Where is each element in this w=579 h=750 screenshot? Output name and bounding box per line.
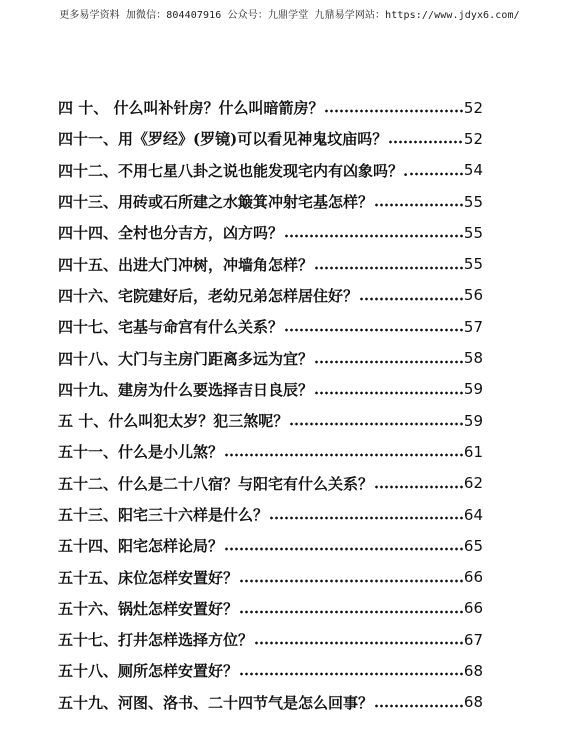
toc-entry <box>58 468 483 499</box>
toc-entry <box>58 624 483 655</box>
toc-entry-title: 五十六、锅灶怎样安置好？ <box>58 599 239 618</box>
toc-entry <box>58 342 483 373</box>
toc-dot-leader <box>314 351 463 366</box>
toc-entry <box>58 280 483 311</box>
toc-dot-leader <box>284 319 463 334</box>
toc-entry-title: 五十五、床位怎样安置好？ <box>58 568 239 587</box>
toc-dot-leader <box>324 100 462 115</box>
toc-page-number: 68 <box>463 661 483 680</box>
toc-page-number: 68 <box>463 693 483 712</box>
table-of-contents <box>58 92 483 718</box>
toc-dot-leader <box>388 131 463 146</box>
toc-page-number: 65 <box>463 536 483 555</box>
toc-entry-title: 五十九、河图、洛书、二十四节气是怎么回事？ <box>58 693 374 712</box>
toc-page-number: 67 <box>463 630 483 649</box>
toc-entry <box>58 155 483 186</box>
toc-entry-title: 五十一、什么是小儿煞？ <box>58 443 224 462</box>
toc-entry-title: 五十七、打井怎样选择方位？ <box>58 631 254 650</box>
toc-entry-title: 四十八、大门与主房门距离多远为宜？ <box>58 349 314 368</box>
toc-entry-title: 四十九、建房为什么要选择吉日良辰？ <box>58 380 314 399</box>
toc-entry <box>58 311 483 342</box>
toc-entry <box>58 217 483 248</box>
toc-page-number: 66 <box>463 599 483 618</box>
toc-page-number: 57 <box>463 317 483 336</box>
toc-entry-title: 五十四、阳宅怎样论局？ <box>58 537 224 556</box>
toc-entry <box>58 687 483 718</box>
toc-entry <box>58 499 483 530</box>
toc-page-number: 66 <box>463 568 483 587</box>
toc-dot-leader <box>254 632 463 647</box>
toc-dot-leader <box>224 538 463 553</box>
toc-page-number: 52 <box>463 98 483 117</box>
toc-dot-leader <box>239 663 463 678</box>
toc-dot-leader <box>284 225 463 240</box>
toc-page-number: 55 <box>463 192 483 211</box>
toc-entry-title: 四十七、宅基与命宫有什么关系？ <box>58 318 284 337</box>
toc-page-number: 59 <box>463 411 483 430</box>
toc-dot-leader <box>374 476 463 491</box>
toc-dot-leader <box>374 194 463 209</box>
toc-dot-leader <box>239 601 463 616</box>
toc-entry <box>58 186 483 217</box>
toc-entry-title: 四十四、全村也分吉方，凶方吗？ <box>58 224 284 243</box>
toc-entry <box>58 436 483 467</box>
toc-entry-title: 四十六、宅院建好后，老幼兄弟怎样居住好？ <box>58 286 359 305</box>
toc-entry <box>58 123 483 154</box>
toc-dot-leader <box>289 413 463 428</box>
toc-page-number: 61 <box>463 442 483 461</box>
toc-entry <box>58 561 483 592</box>
toc-page-number: 52 <box>463 129 483 148</box>
toc-entry <box>58 248 483 279</box>
toc-entry-title: 四十五、出进大门冲树，冲墙角怎样？ <box>58 255 314 274</box>
toc-entry-title: 五 十、什么叫犯太岁？犯三煞呢？ <box>58 412 289 431</box>
toc-entry-title: 四 十、 什么叫补针房？什么叫暗箭房？ <box>58 99 324 118</box>
toc-page-number: 58 <box>463 349 483 368</box>
toc-entry <box>58 92 483 123</box>
toc-dot-leader <box>314 257 463 272</box>
toc-page-number: 55 <box>463 223 483 242</box>
toc-page-number: 54 <box>463 161 483 180</box>
toc-entry <box>58 374 483 405</box>
toc-entry-title: 五十二、什么是二十八宿？与阳宅有什么关系？ <box>58 474 374 493</box>
toc-page-number: 59 <box>463 380 483 399</box>
toc-dot-leader <box>224 444 463 459</box>
toc-entry-title: 四十三、用砖或石所建之水簸箕冲射宅基怎样？ <box>58 193 374 212</box>
toc-page-number: 64 <box>463 505 483 524</box>
toc-entry-title: 五十三、阳宅三十六样是什么？ <box>58 506 269 524</box>
toc-dot-leader <box>359 288 463 303</box>
toc-entry <box>58 593 483 624</box>
toc-dot-leader <box>374 695 463 710</box>
toc-dot-leader <box>409 163 463 178</box>
page-header-notice: 更多易学资料 加微信：804407916 公众号：九鼎学堂 九鼎易学网站：https://www.jdyx6.com/ <box>59 10 520 21</box>
toc-dot-leader <box>239 570 463 585</box>
toc-entry-title: 四十一、用《罗经》(罗镜)可以看见神鬼坟庙吗？ <box>58 130 388 149</box>
toc-entry <box>58 405 483 436</box>
toc-entry-title: 五十八、厕所怎样安置好？ <box>58 662 239 681</box>
toc-dot-leader <box>314 382 463 397</box>
toc-page-number: 62 <box>463 474 483 493</box>
toc-dot-leader <box>269 507 463 522</box>
toc-page-number: 55 <box>463 255 483 274</box>
toc-entry <box>58 655 483 686</box>
toc-entry <box>58 530 483 561</box>
toc-entry-title: 四十二、不用七星八卦之说也能发现宅内有凶象吗？. <box>58 161 409 180</box>
toc-page-number: 56 <box>463 286 483 305</box>
